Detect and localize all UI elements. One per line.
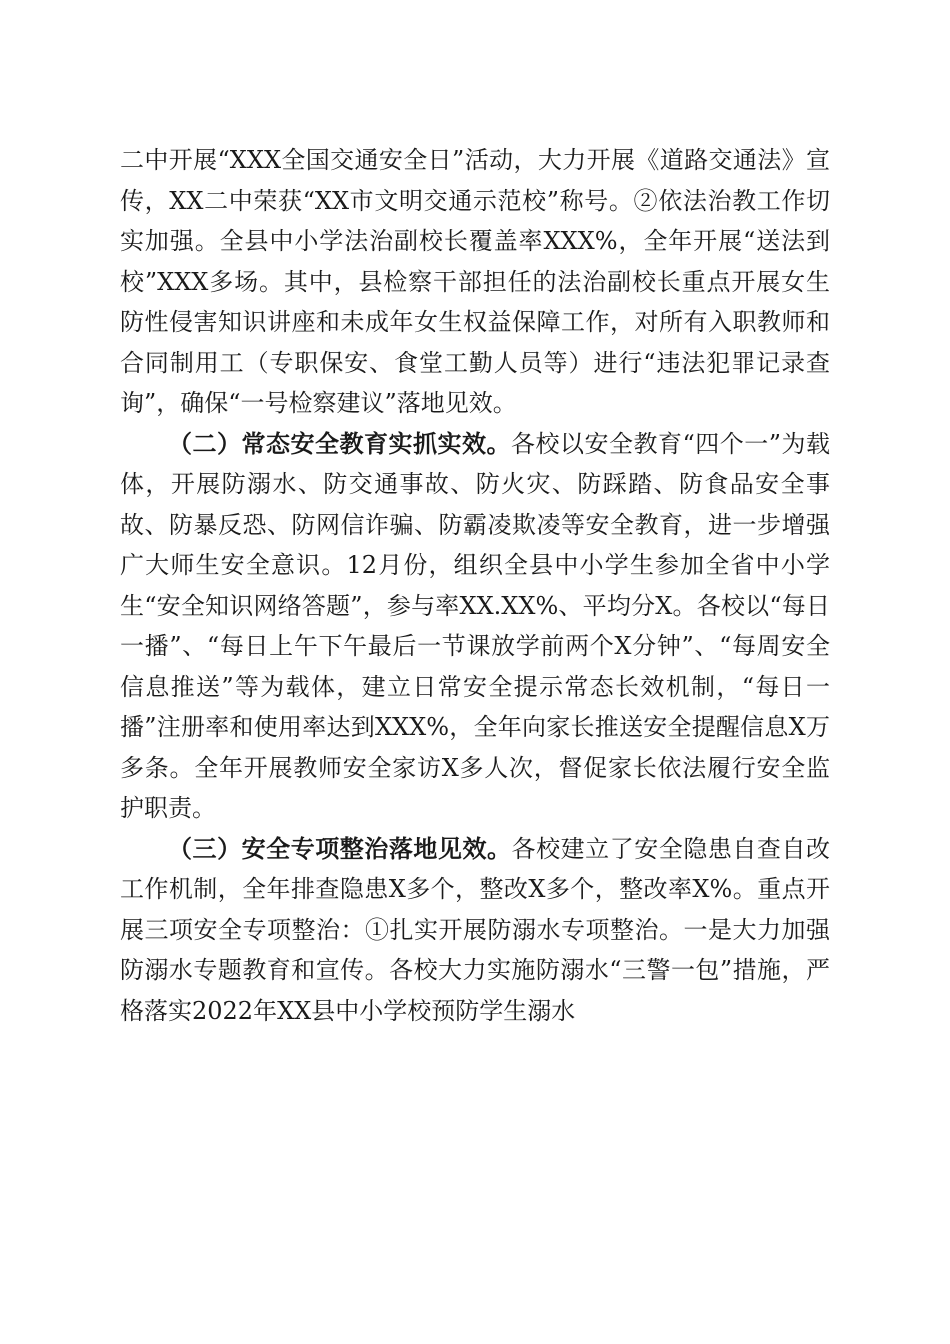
paragraph-section-3	[120, 829, 830, 1032]
section-heading: （三）安全专项整治落地见效。	[168, 834, 512, 863]
paragraph-section-2	[120, 424, 830, 829]
section-heading: （二）常态安全教育实抓实效。	[168, 429, 511, 458]
paragraph-body: 各校以安全教育“四个一”为载体，开展防溺水、防交通事故、防火灾、防踩踏、防食品安全事故、防暴反恐、防网信诈骗、防霸凌欺凌等安全教育，进一步增强广大师生安全意识。12月份，组织全县中小学生参加全省中小学生“安全知识网络答题”，参与率XX.XX%、平均分X。各校以“每日一播”、“每日上午下午最后一节课放学前两个X分钟”、“每周安全信息推送”等为载体，建立日常安全提示常态长效机制，“每日一播”注册率和使用率达到XXX%，全年向家长推送安全提醒信息X万多条。全年开展教师安全家访X多人次，督促家长依法履行安全监护职责。	[120, 429, 830, 822]
paragraph-body: 各校建立了安全隐患自查自改工作机制，全年排查隐患X多个，整改X多个，整改率X%。重点开展三项安全专项整治：①扎实开展防溺水专项整治。一是大力加强防溺水专题教育和宣传。各校大力实施防溺水“三警一包”措施，严格落实2022年XX县中小学校预防学生溺水	[120, 834, 831, 1025]
paragraph-continuation	[120, 140, 830, 424]
paragraph-body: 二中开展“XXX全国交通安全日”活动，大力开展《道路交通法》宣传，XX二中荣获“XX市文明交通示范校”称号。②依法治教工作切实加强。全县中小学法治副校长覆盖率XXX%，全年开展“送法到校”XXX多场。其中，县检察干部担任的法治副校长重点开展女生防性侵害知识讲座和未成年女生权益保障工作，对所有入职教师和合同制用工（专职保安、食堂工勤人员等）进行“违法犯罪记录查询”，确保“一号检察建议”落地见效。	[120, 146, 830, 417]
document-page	[120, 140, 830, 1031]
